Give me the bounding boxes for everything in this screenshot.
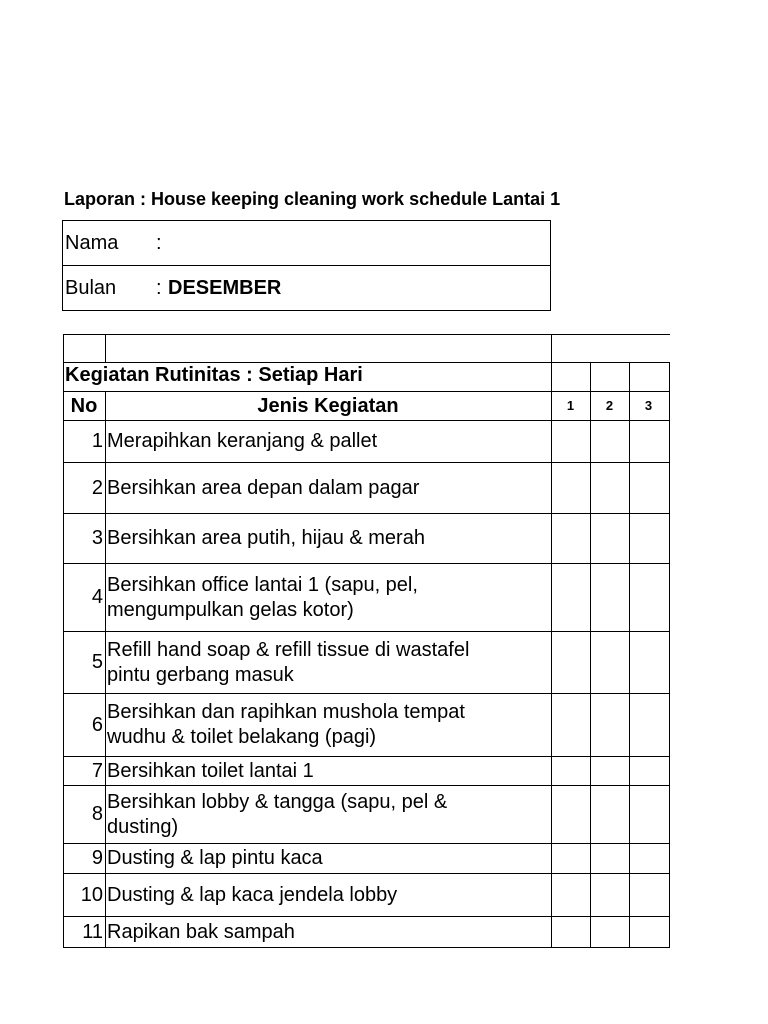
section-title: Kegiatan Rutinitas : Setiap Hari xyxy=(65,364,363,386)
day-2-check-cell[interactable] xyxy=(591,786,629,843)
activity-line: Dusting & lap kaca jendela lobby xyxy=(107,883,398,906)
day-1-check-cell[interactable] xyxy=(552,917,590,947)
column-divider xyxy=(669,362,670,948)
row-number: 9 xyxy=(91,847,103,869)
day-1-check-cell[interactable] xyxy=(552,564,590,631)
day-3-check-cell[interactable] xyxy=(630,917,668,947)
row-activity xyxy=(107,421,549,462)
activity-line: Merapihkan keranjang & pallet xyxy=(107,430,378,452)
activity-line: wudhu & toilet belakang (pagi) xyxy=(107,726,377,748)
nama-colon: : xyxy=(156,232,162,254)
header-no: No xyxy=(70,395,98,417)
day-1-check-cell[interactable] xyxy=(552,757,590,785)
bulan-colon: : xyxy=(156,277,162,299)
day-2-check-cell[interactable] xyxy=(591,917,629,947)
day-3-check-cell[interactable] xyxy=(630,632,668,693)
row-activity xyxy=(107,694,549,756)
day-3-check-cell[interactable] xyxy=(630,514,668,563)
day-1-check-cell[interactable] xyxy=(552,421,590,462)
row-activity xyxy=(107,514,549,563)
bulan-value: DESEMBER xyxy=(168,277,282,299)
activity-line: mengumpulkan gelas kotor) xyxy=(107,598,354,621)
day-2-check-cell[interactable] xyxy=(591,844,629,873)
day-2-check-cell[interactable] xyxy=(591,757,629,785)
activity-line: Bersihkan area putih, hijau & merah xyxy=(107,527,425,549)
day-1-check-cell[interactable] xyxy=(552,632,590,693)
row-divider xyxy=(63,947,670,948)
row-divider xyxy=(63,362,670,363)
day-3-check-cell[interactable] xyxy=(630,786,668,843)
row-number: 3 xyxy=(91,527,103,549)
day-1-check-cell[interactable] xyxy=(552,463,590,513)
day-2-check-cell[interactable] xyxy=(591,694,629,756)
row-divider xyxy=(63,391,670,392)
column-divider xyxy=(105,391,106,948)
row-activity xyxy=(107,757,549,785)
nama-label: Nama xyxy=(65,232,119,254)
day-2-check-cell[interactable] xyxy=(591,463,629,513)
row-number: 1 xyxy=(91,430,103,452)
day-1-check-cell[interactable] xyxy=(552,874,590,916)
row-number: 8 xyxy=(91,803,103,825)
day-1-check-cell[interactable] xyxy=(552,694,590,756)
day-3-check-cell[interactable] xyxy=(630,844,668,873)
activity-line: Bersihkan lobby & tangga (sapu, pel & xyxy=(107,790,448,813)
day-2-check-cell[interactable] xyxy=(591,421,629,462)
activity-line: Bersihkan office lantai 1 (sapu, pel, xyxy=(107,573,418,596)
row-number: 7 xyxy=(91,759,103,782)
row-activity xyxy=(107,564,549,631)
day-1-check-cell[interactable] xyxy=(552,786,590,843)
row-activity xyxy=(107,844,549,873)
row-number: 11 xyxy=(82,920,103,943)
activity-line: Dusting & lap pintu kaca xyxy=(107,847,323,869)
row-divider xyxy=(63,334,670,335)
bulan-label: Bulan xyxy=(65,277,117,299)
day-2-check-cell[interactable] xyxy=(591,514,629,563)
day-3-check-cell[interactable] xyxy=(630,694,668,756)
activity-line: pintu gerbang masuk xyxy=(107,663,294,686)
report-title: Laporan : House keeping cleaning work schedule Lantai 1 xyxy=(64,189,561,209)
day-2-check-cell[interactable] xyxy=(591,632,629,693)
header-jenis-kegiatan: Jenis Kegiatan xyxy=(257,395,399,417)
day-2-check-cell[interactable] xyxy=(591,874,629,916)
row-activity xyxy=(107,874,549,916)
day-3-check-cell[interactable] xyxy=(630,564,668,631)
activity-line: Bersihkan area depan dalam pagar xyxy=(107,476,420,499)
activity-line: Bersihkan dan rapihkan mushola tempat xyxy=(107,701,465,723)
row-number: 5 xyxy=(91,651,103,673)
row-activity xyxy=(107,463,549,513)
activity-line: dusting) xyxy=(107,815,179,838)
day-3-check-cell[interactable] xyxy=(630,421,668,462)
activity-line: Refill hand soap & refill tissue di wastafel xyxy=(107,638,470,661)
day-1-check-cell[interactable] xyxy=(552,844,590,873)
row-activity xyxy=(107,786,549,843)
day-3-check-cell[interactable] xyxy=(630,874,668,916)
row-number: 10 xyxy=(80,883,103,906)
activity-line: Bersihkan toilet lantai 1 xyxy=(107,759,314,782)
row-number: 4 xyxy=(91,586,103,608)
day-3-check-cell[interactable] xyxy=(630,757,668,785)
row-activity xyxy=(107,917,549,947)
column-divider xyxy=(105,334,106,363)
header-day-3: 3 xyxy=(644,398,653,413)
day-3-check-cell[interactable] xyxy=(630,463,668,513)
activity-line: Rapikan bak sampah xyxy=(107,920,295,943)
header-day-1: 1 xyxy=(566,398,575,413)
row-activity xyxy=(107,632,549,693)
row-number: 2 xyxy=(91,476,103,499)
header-day-2: 2 xyxy=(605,398,614,413)
day-1-check-cell[interactable] xyxy=(552,514,590,563)
row-number: 6 xyxy=(91,713,103,736)
day-2-check-cell[interactable] xyxy=(591,564,629,631)
